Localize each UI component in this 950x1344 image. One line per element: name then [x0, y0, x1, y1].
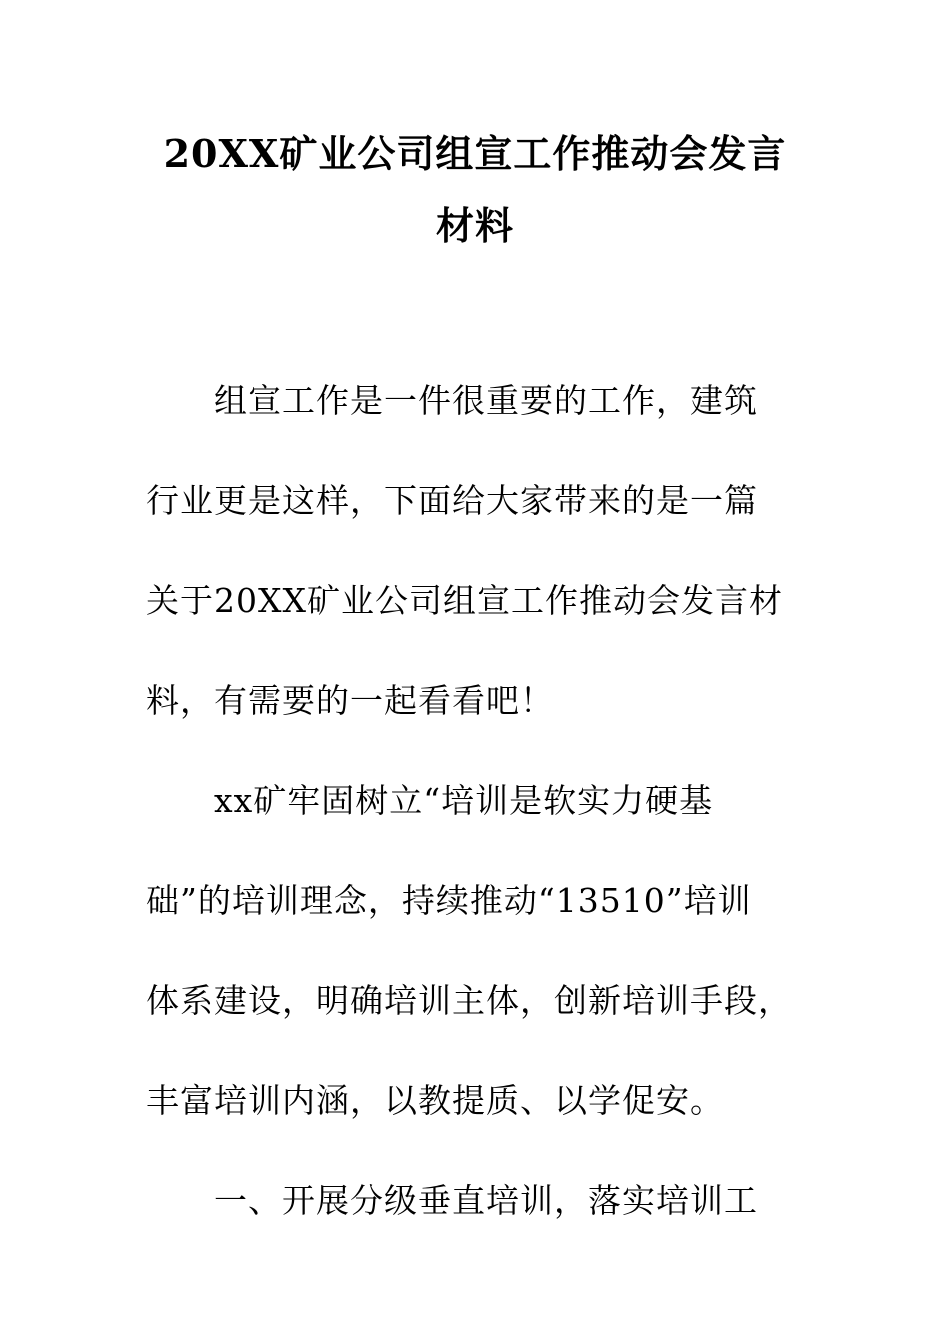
body-line-8: 丰富培训内涵，以教提质、以学促安。	[146, 1081, 724, 1120]
body-line-2: 行业更是这样，下面给大家带来的是一篇	[146, 481, 758, 520]
document-title-line-1: 20XX矿业公司组宣工作推动会发言	[163, 131, 787, 176]
body-line-3: 关于20XX矿业公司组宣工作推动会发言材	[146, 581, 783, 620]
body-line-4: 料，有需要的一起看看吧！	[146, 681, 554, 720]
body-line-6: 础”的培训理念，持续推动“13510”培训	[146, 881, 752, 920]
body-line-5: xx矿牢固树立“培训是软实力硬基	[214, 781, 714, 820]
body-line-7: 体系建设，明确培训主体，创新培训手段，	[146, 981, 792, 1020]
body-line-9: 一、开展分级垂直培训，落实培训工	[214, 1181, 758, 1220]
document-title-line-2: 材料	[435, 203, 514, 248]
body-line-1: 组宣工作是一件很重要的工作，建筑	[214, 381, 758, 420]
